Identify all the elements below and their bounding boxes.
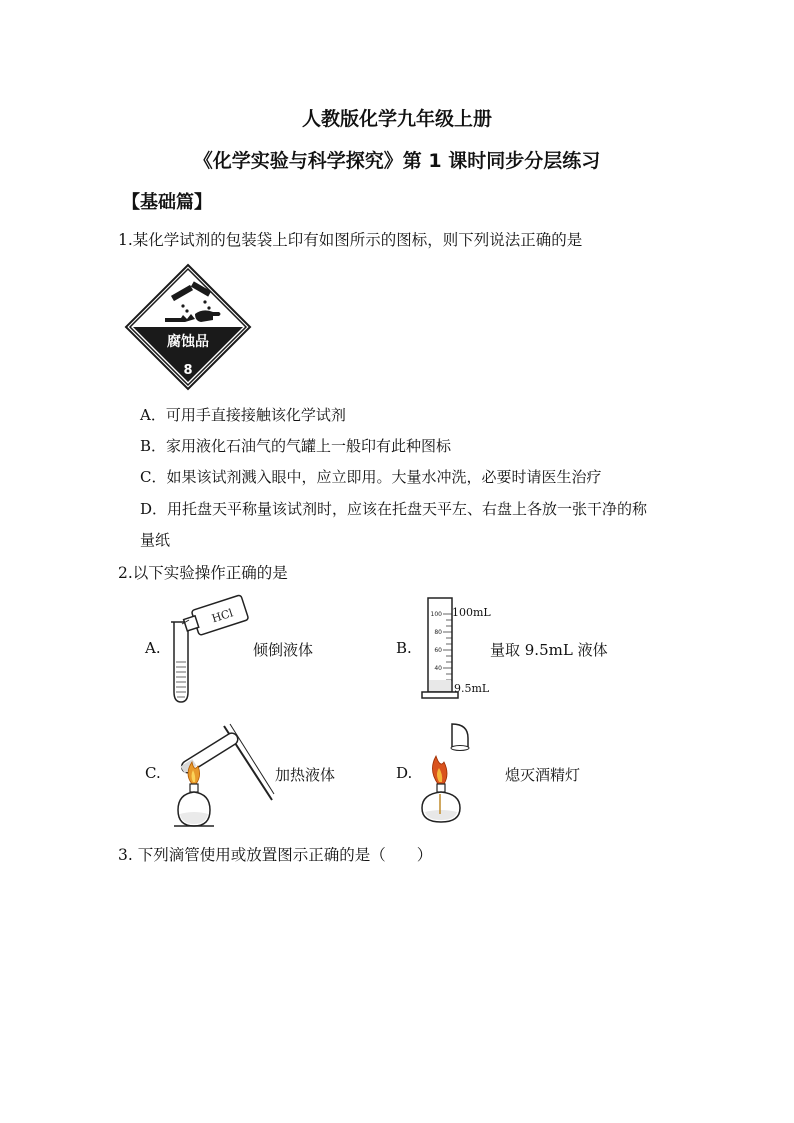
q1-option-d-continued: 量纸: [140, 531, 171, 549]
tick-label-40: 40: [434, 665, 442, 672]
q2-option-a-letter: A.: [145, 639, 161, 657]
extinguish-lamp-illustration: [416, 718, 496, 824]
tick-label-80: 80: [434, 629, 442, 636]
q2-option-c-caption: 加热液体: [275, 766, 336, 784]
q1-option-b: B．家用液化石油气的气罐上一般印有此种图标: [140, 437, 452, 455]
sign-text: 腐蚀品: [167, 334, 209, 350]
cylinder-bottom-label: 9.5mL: [454, 682, 490, 695]
graduated-cylinder-illustration: [418, 594, 498, 704]
tick-label-100: 100: [430, 611, 442, 618]
q2-option-b-letter: B.: [396, 639, 412, 657]
q1-option-c: C．如果该试剂溅入眼中，应立即用。大量水冲洗，必要时请医生治疗: [140, 468, 602, 486]
q2-option-c-letter: C.: [145, 764, 161, 782]
pouring-liquid-illustration: [164, 592, 254, 704]
tick-label-60: 60: [434, 647, 442, 654]
cylinder-top-label: 100mL: [452, 606, 491, 619]
page-subtitle: 《化学实验与科学探究》第 1 课时同步分层练习: [193, 150, 601, 172]
q2-option-a-caption: 倾倒液体: [253, 641, 314, 659]
q2-option-b-caption: 量取 9.5mL 液体: [490, 641, 608, 659]
question-3-stem: 3. 下列滴管使用或放置图示正确的是（ ）: [118, 846, 433, 864]
heating-liquid-illustration: [166, 714, 276, 830]
sign-number: 8: [183, 363, 193, 378]
bottle-label: HCl: [210, 606, 235, 626]
section-heading: 【基础篇】: [122, 192, 212, 213]
q1-option-a: A．可用手直接接触该化学试剂: [140, 406, 346, 424]
q2-option-d-letter: D.: [396, 764, 413, 782]
corrosive-hazard-sign: [125, 264, 251, 390]
question-1-stem: 1.某化学试剂的包装袋上印有如图所示的图标，则下列说法正确的是: [118, 231, 583, 249]
question-2-stem: 2.以下实验操作正确的是: [118, 564, 288, 582]
q2-option-d-caption: 熄灭酒精灯: [505, 766, 581, 784]
q1-option-d: D．用托盘天平称量该试剂时，应该在托盘天平左、右盘上各放一张干净的称: [140, 500, 648, 518]
page-title: 人教版化学九年级上册: [301, 108, 492, 130]
